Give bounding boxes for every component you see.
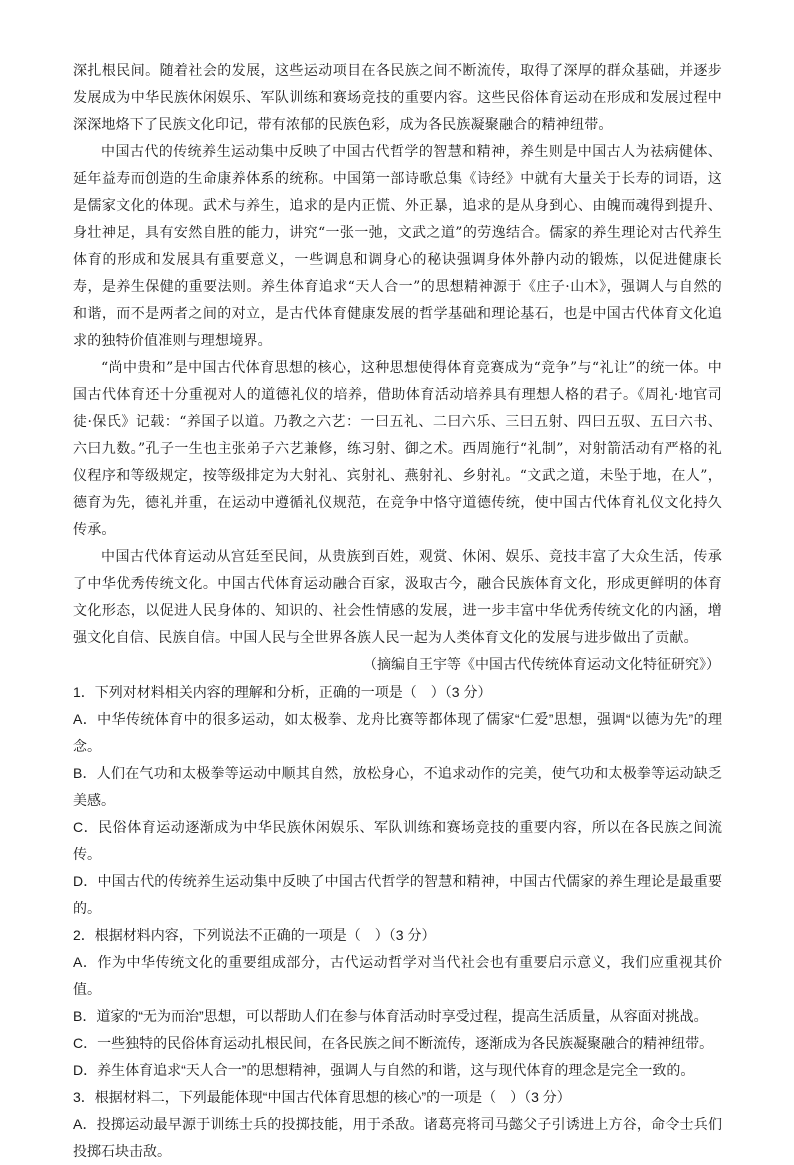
option-b: B．人们在气功和太极拳等运动中顺其自然，放松身心，不追求动作的完美，使气功和太极拳等运动缺乏美感。 bbox=[73, 765, 722, 808]
question-1 bbox=[73, 679, 722, 922]
question-stem: 2．根据材料内容，下列说法不正确的一项是（ ）（3 分） bbox=[73, 927, 436, 943]
question-2 bbox=[73, 922, 722, 1084]
option-b: B．道家的“无为而治”思想，可以帮助人们在参与体育活动时享受过程，提高生活质量，从容面对挑战。 bbox=[73, 1008, 708, 1024]
option-a: A．中华传统体育中的很多运动，如太极拳、龙舟比赛等都体现了儒家“仁爱”思想，强调“以德为先”的理念。 bbox=[73, 711, 722, 754]
option-a: A．投掷运动最早源于训练士兵的投掷技能，用于杀敌。诸葛亮将司马懿父子引诱进上方谷，命令士兵们投掷石块击敌。 bbox=[73, 1116, 722, 1159]
passage-source: （摘编自王宇等《中国古代传统体育运动文化特征研究》） bbox=[363, 657, 720, 673]
option-d: D．养生体育追求“天人合一”的思想精神，强调人与自然的和谐，这与现代体育的理念是完全一致的。 bbox=[73, 1062, 695, 1078]
option-a: A．作为中华传统文化的重要组成部分，古代运动哲学对当代社会也有重要启示意义，我们应重视其价值。 bbox=[73, 954, 722, 997]
passage-paragraph-3: “尚中贵和”是中国古代体育思想的核心，这种思想使得体育竞赛成为“竞争”与“礼让”的统一体。中国古代体育还十分重视对人的道德礼仪的培养，借助体育活动培养具有理想人格的君子。《周礼·地官司徒·保氏》记载：“养国子以道。乃教之六艺：一曰五礼、二曰六乐、三曰五射、四曰五驭、五曰六书、六曰九数。”孔子一生也主张弟子六艺兼修，练习射、御之术。西周施行“礼制”，对射箭活动有严格的礼仪程序和等级规定，按等级排定为大射礼、宾射礼、燕射礼、乡射礼。“文武之道，未坠于地，在人”，德育为先，德礼并重，在运动中遵循礼仪规范，在竞争中恪守道德传统，使中国古代体育礼仪文化持久传承。 bbox=[73, 360, 722, 538]
question-3 bbox=[73, 1084, 722, 1165]
option-c: C．民俗体育运动逐渐成为中华民族休闲娱乐、军队训练和赛场竞技的重要内容，所以在各民族之间流传。 bbox=[73, 819, 722, 862]
passage-paragraph-2: 中国古代的传统养生运动集中反映了中国古代哲学的智慧和精神，养生则是中国古人为祛病健体、延年益寿而创造的生命康养体系的统称。中国第一部诗歌总集《诗经》中就有大量关于长寿的词语，这是儒家文化的体现。武术与养生，追求的是内正慌、外正暴，追求的是从身到心、由魄而魂得到提升、身壮神足，具有安然自胜的能力，讲究“一张一弛，文武之道”的劳逸结合。儒家的养生理论对古代养生体育的形成和发展具有重要意义，一些调息和调身心的秘诀强调身体外静内动的锻炼，以促进健康长寿，是养生保健的重要法则。养生体育追求“天人合一”的思想精神源于《庄子·山木》，强调人与自然的和谐，而不是两者之间的对立，是古代体育健康发展的哲学基础和理论基石，也是中国古代体育文化追求的独特价值准则与理想境界。 bbox=[73, 144, 722, 349]
question-stem: 1．下列对材料相关内容的理解和分析，正确的一项是（ ）（3 分） bbox=[73, 684, 492, 700]
passage-paragraph-1: 深扎根民间。随着社会的发展，这些运动项目在各民族之间不断流传，取得了深厚的群众基础，并逐步发展成为中华民族休闲娱乐、军队训练和赛场竞技的重要内容。这些民俗体育运动在形成和发展过程中深深地烙下了民族文化印记，带有浓郁的民族色彩，成为各民族凝聚融合的精神纽带。 bbox=[73, 63, 722, 133]
passage-paragraph-4: 中国古代体育运动从宫廷至民间，从贵族到百姓，观赏、休闲、娱乐、竞技丰富了大众生活，传承了中华优秀传统文化。中国古代体育运动融合百家，汲取古今，融合民族体育文化，形成更鲜明的体育文化形态，以促进人民身体的、知识的、社会性情感的发展，进一步丰富中华优秀传统文化的内涵，增强文化自信、民族自信。中国人民与全世界各族人民一起为人类体育文化的发展与进步做出了贡献。 bbox=[73, 549, 722, 646]
question-stem: 3．根据材料二，下列最能体现“中国古代体育思想的核心”的一项是（ ）（3 分） bbox=[73, 1089, 571, 1105]
option-d: D．中国古代的传统养生运动集中反映了中国古代哲学的智慧和精神，中国古代儒家的养生理论是最重要的。 bbox=[73, 873, 722, 916]
option-c: C．一些独特的民俗体育运动扎根民间，在各民族之间不断流传，逐渐成为各民族凝聚融合的精神纽带。 bbox=[73, 1035, 714, 1051]
